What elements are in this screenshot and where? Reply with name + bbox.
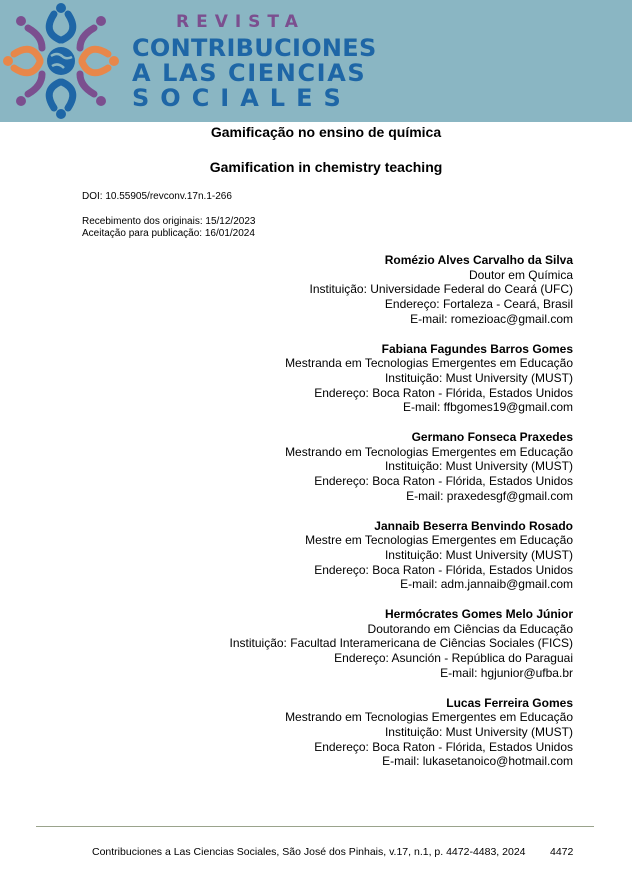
- author-degree: Mestrando em Tecnologias Emergentes em Educação: [285, 710, 573, 725]
- author-email: E-mail: lukasetanoico@hotmail.com: [382, 754, 573, 769]
- author-block: [230, 696, 573, 770]
- author-address: Endereço: Boca Raton - Flórida, Estados Unidos: [314, 385, 573, 400]
- author-degree: Doutorando em Ciências da Educação: [367, 621, 573, 636]
- author-name: Hermócrates Gomes Melo Júnior: [384, 607, 573, 622]
- author-institution: Instituição: Must University (MUST): [384, 459, 573, 474]
- author-list: [230, 253, 573, 784]
- article-title-pt: Gamificação no ensino de química: [210, 124, 442, 140]
- author-degree: Mestranda em Tecnologias Emergentes em Educação: [285, 356, 573, 371]
- author-block: [230, 519, 573, 593]
- author-institution: Instituição: Must University (MUST): [384, 547, 573, 562]
- author-email: E-mail: hgjunior@ufba.br: [440, 665, 573, 680]
- journal-name-line-1: REVISTA: [176, 12, 305, 32]
- journal-name-line-2: CONTRIBUCIONES: [132, 34, 377, 62]
- journal-name-line-4: SOCIALES: [132, 84, 352, 112]
- journal-name-line-3: A LAS CIENCIAS: [132, 59, 367, 87]
- author-block: [230, 342, 573, 416]
- author-address: Endereço: Boca Raton - Flórida, Estados Unidos: [314, 739, 573, 754]
- author-degree: Mestre em Tecnologias Emergentes em Educação: [305, 533, 573, 548]
- author-degree: Mestrando em Tecnologias Emergentes em Educação: [285, 444, 573, 459]
- author-name: Romézio Alves Carvalho da Silva: [384, 253, 573, 267]
- author-address: Endereço: Asunción - República do Paraguai: [334, 651, 573, 666]
- author-degree: Doutor em Química: [468, 267, 573, 282]
- author-institution: Instituição: Facultad Interamericana de Ciências Sociales (FICS): [229, 636, 573, 651]
- accepted-date: Aceitação para publicação: 16/01/2024: [82, 228, 255, 239]
- author-name: Jannaib Beserra Benvindo Rosado: [374, 518, 573, 533]
- people-globe-logo-icon: [2, 2, 120, 120]
- article-title-en: Gamification in chemistry teaching: [209, 159, 443, 175]
- doi-line: DOI: 10.55905/revconv.17n.1-266: [82, 191, 232, 202]
- author-email: E-mail: adm.jannaib@gmail.com: [400, 577, 573, 592]
- received-date: Recebimento dos originais: 15/12/2023: [82, 216, 256, 227]
- author-institution: Instituição: Must University (MUST): [384, 370, 573, 385]
- author-address: Endereço: Boca Raton - Flórida, Estados Unidos: [314, 474, 573, 489]
- author-name: Fabiana Fagundes Barros Gomes: [381, 341, 573, 356]
- journal-header-band: [0, 0, 632, 122]
- author-email: E-mail: romezioac@gmail.com: [410, 311, 573, 326]
- author-email: E-mail: praxedesgf@gmail.com: [406, 488, 573, 503]
- footer-citation: Contribuciones a Las Ciencias Sociales, São José dos Pinhais, v.17, n.1, p. 4472-4483, 2024: [92, 846, 526, 858]
- author-institution: Instituição: Must University (MUST): [384, 724, 573, 739]
- author-block: [230, 430, 573, 504]
- author-name: Germano Fonseca Praxedes: [411, 430, 573, 445]
- author-block: [230, 253, 573, 327]
- author-email: E-mail: ffbgomes19@gmail.com: [402, 400, 573, 415]
- author-address: Endereço: Boca Raton - Flórida, Estados Unidos: [314, 562, 573, 577]
- author-address: Endereço: Fortaleza - Ceará, Brasil: [384, 297, 573, 312]
- footer-divider: [36, 826, 594, 827]
- author-block: [230, 607, 573, 681]
- page-number: 4472: [550, 846, 574, 858]
- author-institution: Instituição: Universidade Federal do Ceará (UFC): [309, 282, 573, 297]
- author-name: Lucas Ferreira Gomes: [446, 695, 573, 710]
